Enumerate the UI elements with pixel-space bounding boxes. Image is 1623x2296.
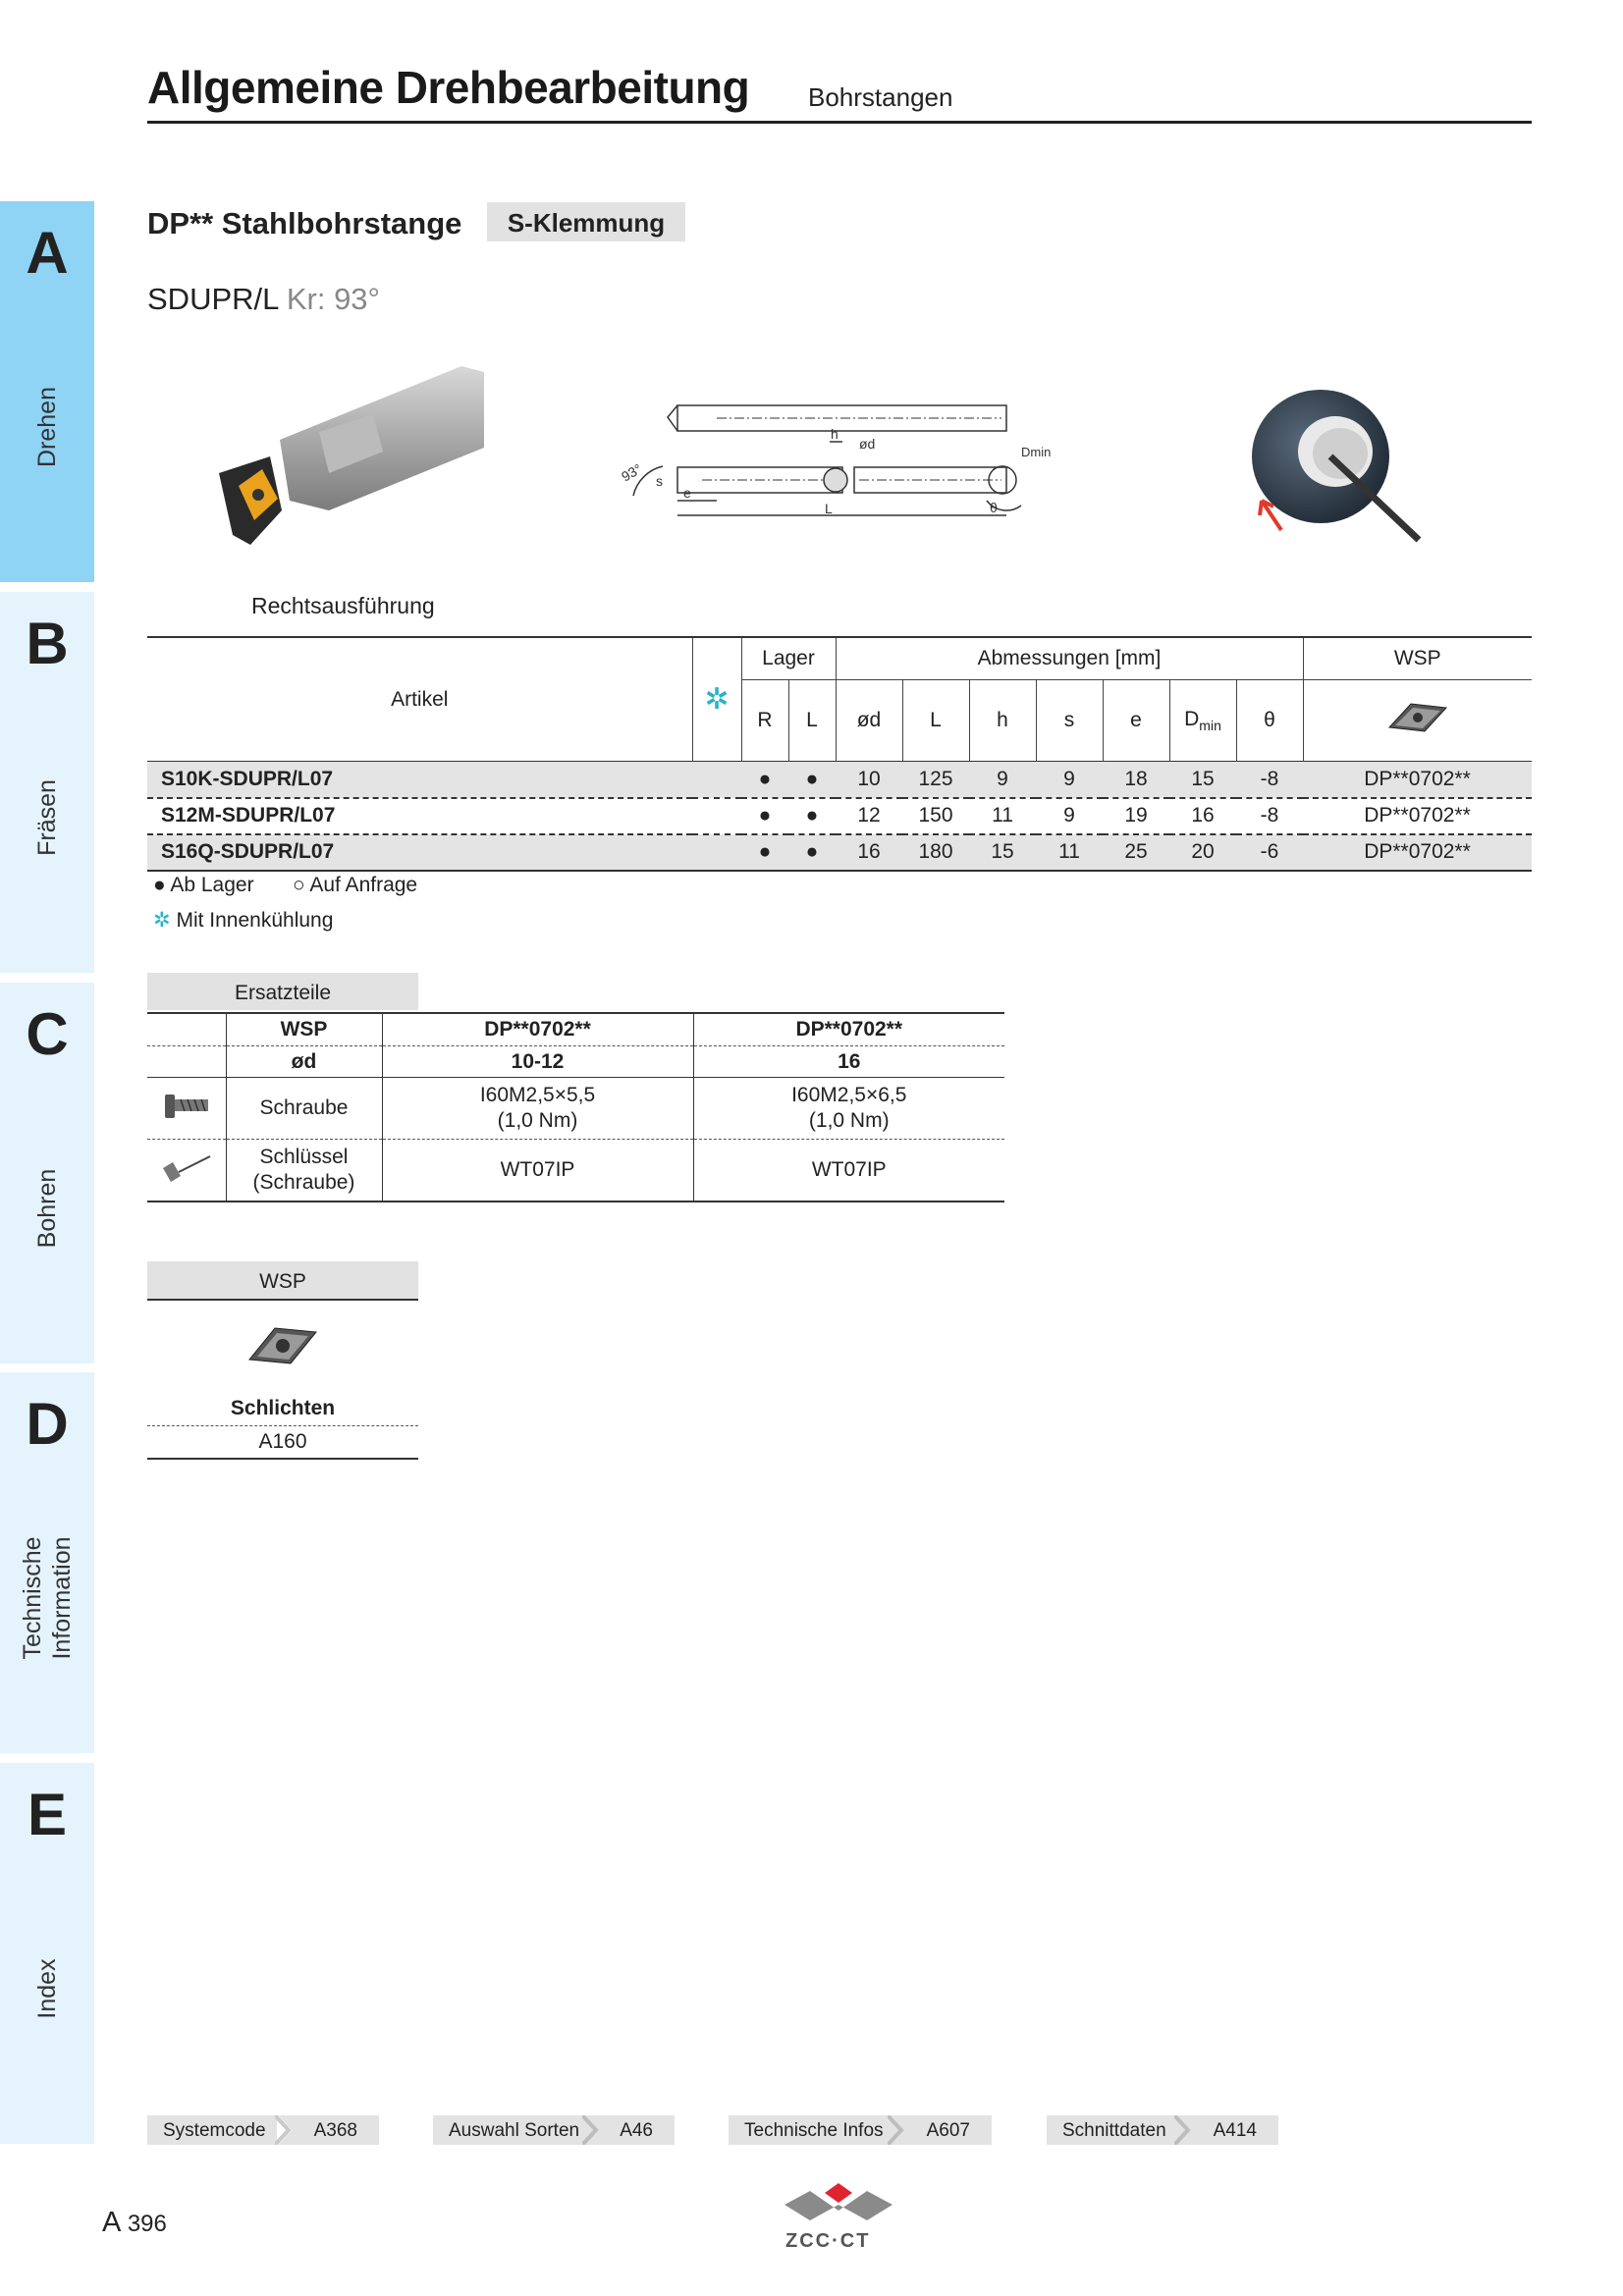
cell-artikel: S16Q-SDUPR/L07 [147,834,692,871]
side-tab-b[interactable] [0,592,94,973]
dim-h-label: h [831,426,839,442]
insert-grade: A160 [147,1426,418,1460]
dim-e-label: e [683,485,691,501]
model-code: SDUPR/L [147,282,279,316]
snowflake-icon: ✲ [153,909,171,932]
spare-od-label: ød [226,1046,382,1078]
col-r: R [741,680,788,762]
side-tab-letter: B [26,611,69,676]
side-tab-a[interactable] [0,201,94,582]
ref-label: Technische Infos [744,2120,884,2141]
cell-h: 11 [969,798,1036,834]
dim-theta-label: θ [990,500,998,515]
bore-illustration [1242,383,1429,550]
cell-len: 150 [902,798,969,834]
page-subtitle: Bohrstangen [808,82,953,112]
cell-e: 18 [1103,762,1169,798]
cell-l: ● [788,762,836,798]
legend-request: ○ Auf Anfrage [293,874,418,896]
snowflake-icon: ✲ [704,683,730,716]
insert-icon [1385,698,1450,737]
table-row [147,834,1532,871]
dim-od-label: ød [859,436,876,452]
cell-l: ● [788,834,836,871]
key-icon [147,1140,226,1202]
side-tab-c[interactable] [0,983,94,1363]
dim-dmin-label: Dmin [1021,445,1052,459]
boring-bar-photo [211,363,486,560]
col-l: L [788,680,836,762]
header-divider [147,121,1532,124]
chevron-right-icon [888,2115,907,2145]
ref-systemcode[interactable] [147,2115,379,2145]
col-len: L [902,680,969,762]
page-number-value: 396 [127,2211,167,2237]
angle-label: 93° [619,460,645,485]
dim-l-label: L [825,501,833,516]
screw-icon [147,1078,226,1140]
side-tab-letter: E [27,1782,68,1847]
cell-cooling [692,798,741,834]
col-dmin [1169,680,1236,762]
side-tab-letter: C [26,1001,69,1067]
clamping-badge: S-Klemmung [487,202,685,241]
ref-value: A607 [926,2120,970,2141]
insert-icon [245,1320,320,1371]
cell-dmin: 15 [1169,762,1236,798]
dimension-drawing [619,398,1070,540]
dmin-subscript: min [1199,718,1221,733]
cell-s: 11 [1036,834,1103,871]
cell-wsp: DP**0702** [1303,762,1532,798]
ref-value: A46 [620,2120,653,2141]
dim-s-label: s [656,473,663,489]
ref-value: A368 [313,2120,357,2141]
ref-auswahl-sorten[interactable] [433,2115,675,2145]
col-theta: θ [1236,680,1303,762]
table-row [147,798,1532,834]
side-tab-label: Fräsen [33,779,61,856]
spare-od-2: 16 [693,1046,1004,1078]
spare-parts-tab: Ersatzteile [147,973,418,1010]
ref-label: Auswahl Sorten [449,2120,580,2141]
screw-spec-2: I60M2,5×6,5 (1,0 Nm) [693,1078,1004,1140]
col-s: s [1036,680,1103,762]
model-line [147,282,380,317]
side-tab-label: Bohren [33,1168,61,1249]
cell-dmin: 16 [1169,798,1236,834]
spare-wsp-2: DP**0702** [693,1013,1004,1046]
chevron-right-icon [582,2115,602,2145]
col-abmessungen: Abmessungen [mm] [836,637,1303,680]
spare-od-1: 10-12 [382,1046,693,1078]
ref-value: A414 [1213,2120,1257,2141]
side-tab-d[interactable] [0,1372,94,1753]
cell-e: 19 [1103,798,1169,834]
cell-theta: -8 [1236,798,1303,834]
cell-r: ● [741,798,788,834]
screw-spec-1: I60M2,5×5,5 (1,0 Nm) [382,1078,693,1140]
legend-cooling [153,908,333,933]
company-logo [781,2181,896,2230]
insert-type: Schlichten [147,1392,418,1426]
page-prefix: A [102,2207,120,2238]
cell-s: 9 [1036,762,1103,798]
spare-wsp-label: WSP [226,1013,382,1046]
page-number [102,2207,167,2239]
key-label: Schlüssel (Schraube) [226,1140,382,1202]
logo-text: ZCC·CT [785,2230,871,2252]
spare-wsp-1: DP**0702** [382,1013,693,1046]
cell-s: 9 [1036,798,1103,834]
side-tab-label: Drehen [33,387,61,467]
section-title: DP** Stahlbohrstange [147,206,462,240]
kr-angle: Kr: 93° [286,282,380,316]
cell-len: 125 [902,762,969,798]
cell-h: 9 [969,762,1036,798]
col-cooling [692,637,741,762]
col-od: ød [836,680,902,762]
cell-wsp: DP**0702** [1303,798,1532,834]
legend-cooling-label: Mit Innenkühlung [176,909,334,932]
table-row [147,762,1532,798]
cell-r: ● [741,762,788,798]
cell-artikel: S12M-SDUPR/L07 [147,798,692,834]
spare-parts-table [147,1012,1004,1202]
col-wsp-icon [1303,680,1532,762]
side-tab-letter: A [26,220,69,286]
insert-tab: WSP [147,1261,418,1301]
side-tab-label: Index [33,1958,61,2019]
cell-theta: -8 [1236,762,1303,798]
ref-label: Systemcode [163,2120,266,2141]
cell-r: ● [741,834,788,871]
cell-od: 10 [836,762,902,798]
key-spec-2: WT07IP [693,1140,1004,1202]
cell-e: 25 [1103,834,1169,871]
ref-label: Schnittdaten [1062,2120,1166,2141]
col-lager: Lager [741,637,836,680]
dmin-label: D [1184,708,1200,730]
side-tab-label: Technische Information [19,1536,76,1660]
cell-h: 15 [969,834,1036,871]
col-artikel: Artikel [391,687,449,711]
col-h: h [969,680,1036,762]
col-wsp: WSP [1303,637,1532,680]
cell-cooling [692,762,741,798]
col-e: e [1103,680,1169,762]
key-spec-1: WT07IP [382,1140,693,1202]
side-tab-e[interactable] [0,1763,94,2144]
ref-schnittdaten[interactable] [1047,2115,1278,2145]
chevron-right-icon [1174,2115,1194,2145]
ref-technische-infos[interactable] [729,2115,992,2145]
page-title: Allgemeine Drehbearbeitung [147,62,750,113]
legend-stock: ● Ab Lager [153,874,254,896]
figure-caption: Rechtsausführung [251,593,435,618]
cell-len: 180 [902,834,969,871]
cell-od: 16 [836,834,902,871]
cell-cooling [692,834,741,871]
cell-od: 12 [836,798,902,834]
cell-l: ● [788,798,836,834]
screw-label: Schraube [226,1078,382,1140]
cell-dmin: 20 [1169,834,1236,871]
cell-theta: -6 [1236,834,1303,871]
product-table [147,636,1532,872]
cell-wsp: DP**0702** [1303,834,1532,871]
cell-artikel: S10K-SDUPR/L07 [147,762,692,798]
chevron-right-icon [275,2115,295,2145]
side-tab-letter: D [26,1391,69,1457]
